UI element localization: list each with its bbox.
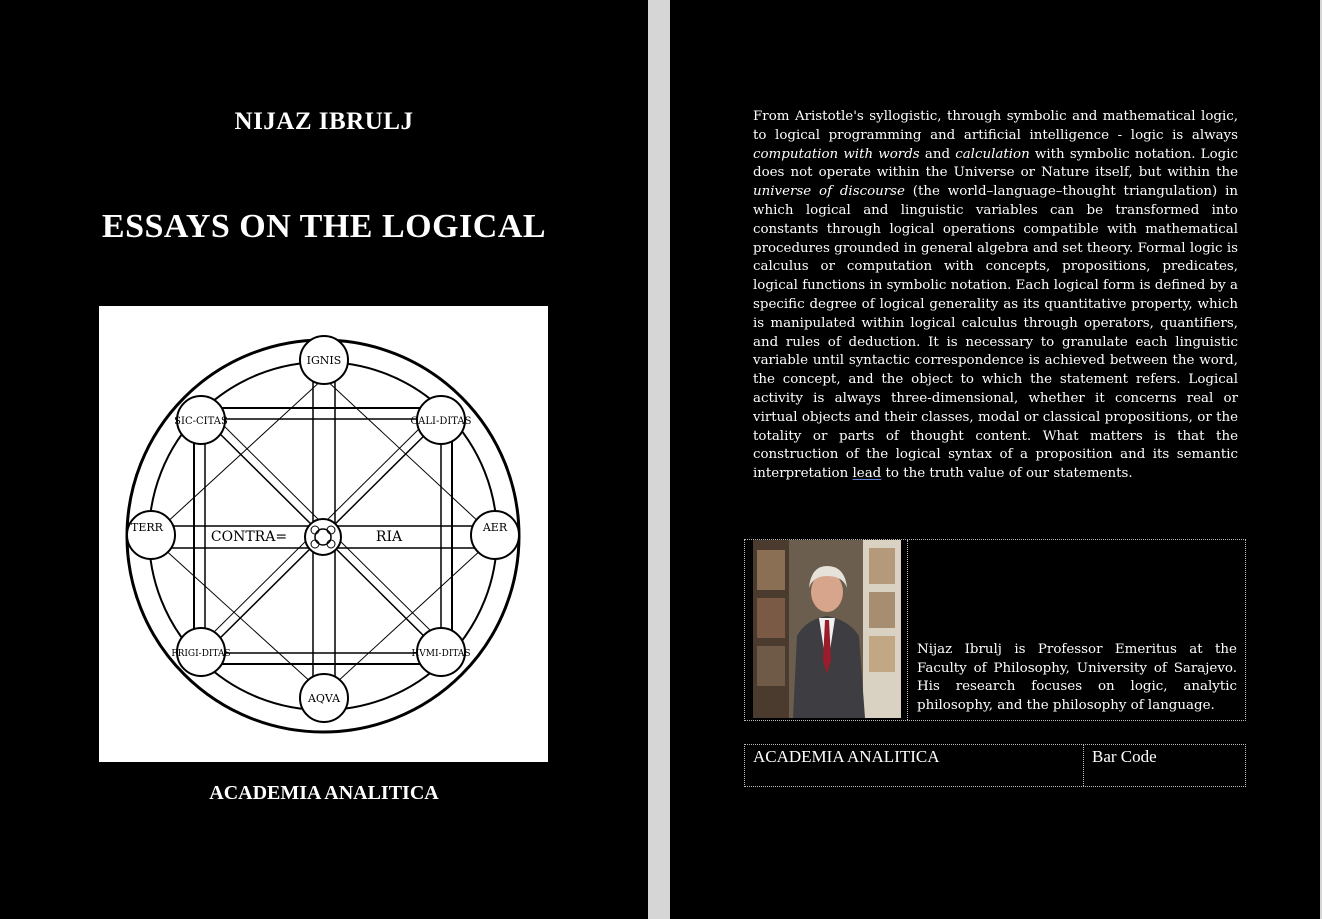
- cover-illustration: [99, 306, 548, 762]
- label-contra: CONTRA=: [210, 529, 288, 545]
- barcode-placeholder: Bar Code: [1092, 747, 1157, 766]
- book-title: ESSAYS ON THE LOGICAL: [101, 208, 547, 245]
- label-siccitas: SIC-CITAS: [174, 416, 228, 427]
- back-publisher: ACADEMIA ANALITICA: [753, 747, 940, 766]
- label-aer: AER: [482, 521, 508, 534]
- author-bio-table: [744, 539, 1246, 721]
- elements-wheel-icon: [99, 306, 548, 762]
- author-bio: Nijaz Ibrulj is Professor Emeritus at the Faculty of Philosophy, University of Sarajevo. His research focuses on logic, analytic philosophy, and the philosophy of language.: [917, 641, 1237, 714]
- label-frigiditas: FRIGI-DITAS: [171, 649, 231, 659]
- back-cover-blurb: From Aristotle's syllogistic, through symbolic and mathematical logic, to logical programming and artificial intelligence - logic is always computation with words and calculation with symbolic notation. Logic does not operate within the Universe or Nature itself, but within the universe of discourse (the world–language–thought triangulation) in which logical and linguistic variables can be transformed into constants through logical operations compatible with mathematical procedures grounded in general algebra and set theory. Formal logic is calculus or computation with concepts, propositions, predicates, logical functions in symbolic notation. Each logical form is defined by a specific degree of logical generality as its quantitative property, which is manipulated within logical calculus through operators, quantifiers, and rules of deduction. It is necessary to granulate each linguistic variable until syntactic correspondence is achieved between the word, the concept, and the object to which the statement refers. Logical activity is always three-dimensional, whether it concerns real or virtual objects and their classes, modal or classical propositions, or the totality or parts of thought content. What matters is that the construction of the logical syntax of a proposition and its semantic interpretation lead to the truth value of our statements.: [753, 109, 1238, 482]
- author-name: NIJAZ IBRULJ: [234, 108, 414, 135]
- back-footer-table: [744, 744, 1246, 787]
- label-ignis: IGNIS: [306, 354, 342, 367]
- label-caliditas: CALI-DITAS: [410, 416, 472, 427]
- cover-publisher: ACADEMIA ANALITICA: [209, 782, 439, 804]
- spellcheck-word-lead[interactable]: lead: [852, 466, 882, 482]
- label-humiditas: HVMI-DITAS: [411, 649, 471, 659]
- author-photo-cell: [745, 540, 908, 720]
- label-aqva: AQVA: [307, 692, 341, 705]
- back-cover-page: [670, 0, 1320, 919]
- author-photo: [753, 540, 901, 718]
- label-ria: RIA: [375, 529, 403, 545]
- footer-cell-divider: [1083, 745, 1084, 786]
- front-cover-page: [0, 0, 648, 919]
- label-terr: TERR: [131, 521, 163, 534]
